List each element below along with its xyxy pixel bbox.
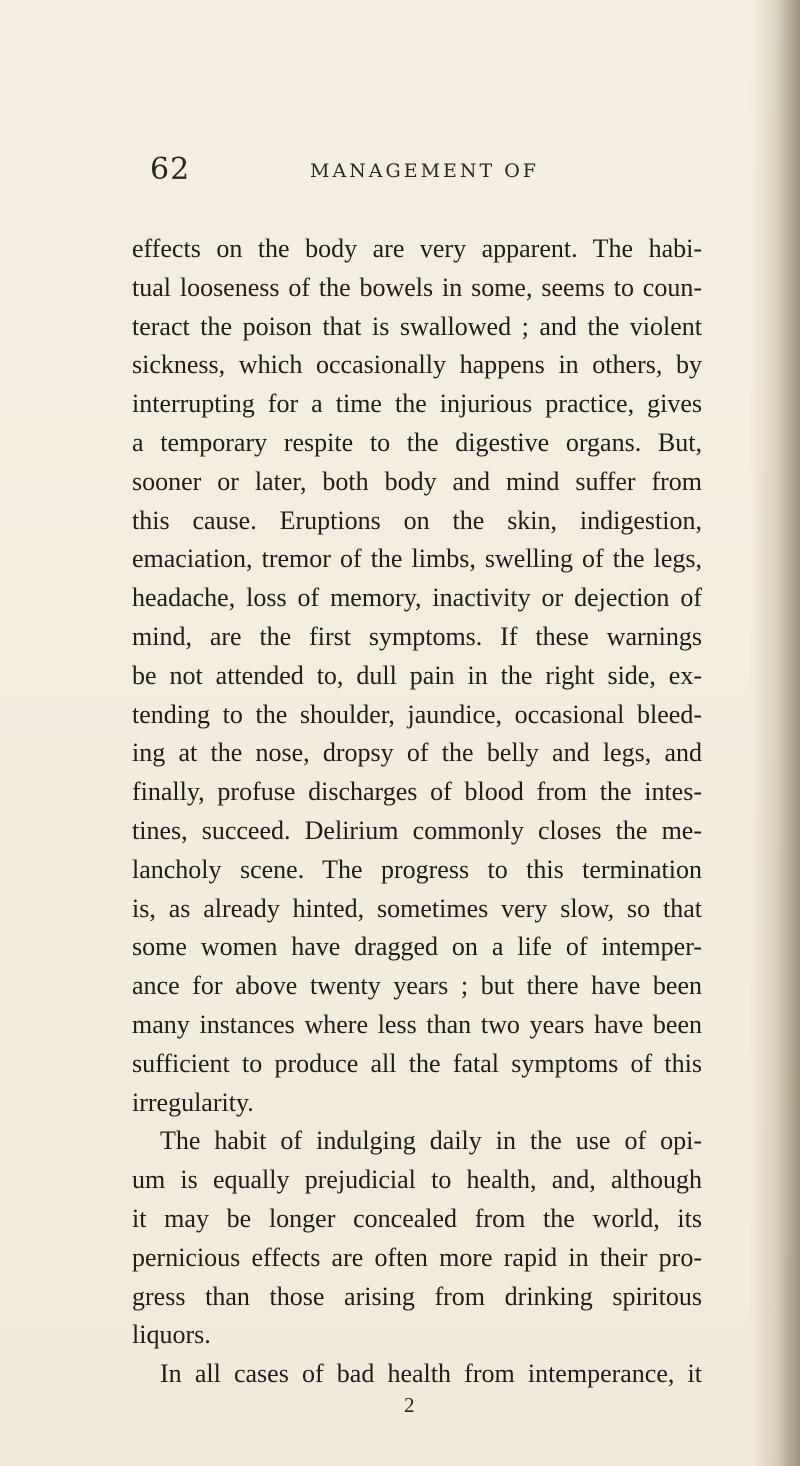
text-line: sooner or later, both body and mind suffer from: [132, 466, 702, 496]
text-line: In all cases of bad health from intemperance, it: [160, 1359, 702, 1389]
running-head: MANAGEMENT OF: [310, 160, 539, 182]
text-line: is, as already hinted, sometimes very slow, so that: [132, 893, 702, 923]
text-line: sickness, which occasionally happens in others, by: [132, 350, 702, 380]
text-line: tending to the shoulder, jaundice, occasional bleed-: [132, 699, 702, 729]
text-line: headache, loss of memory, inactivity or dejection of: [132, 583, 702, 613]
text-line: lancholy scene. The progress to this termination: [132, 854, 702, 884]
text-line: ance for above twenty years ; but there have been: [132, 971, 702, 1001]
text-line: mind, are the first symptoms. If these warnings: [132, 621, 702, 651]
text-line: tual looseness of the bowels in some, seems to coun-: [132, 272, 702, 302]
text-line: ing at the nose, dropsy of the belly and legs, and: [132, 738, 702, 768]
text-line: effects on the body are very apparent. The habi-: [132, 234, 702, 263]
text-line: irregularity.: [132, 1087, 254, 1117]
text-line: interrupting for a time the injurious practice, gives: [132, 389, 702, 419]
page-number: 62: [150, 152, 191, 187]
text-line: liquors.: [132, 1320, 211, 1350]
text-line: sufficient to produce all the fatal symptoms of this: [132, 1048, 702, 1078]
body-text: [132, 230, 702, 1394]
text-line: pernicious effects are often more rapid in their pro-: [132, 1242, 702, 1272]
text-line: gress than those arising from drinking spiritous: [132, 1281, 702, 1311]
text-line: this cause. Eruptions on the skin, indigestion,: [132, 505, 702, 535]
signature-mark: 2: [404, 1393, 415, 1417]
text-line: teract the poison that is swallowed ; and the violent: [132, 311, 702, 341]
text-line: many instances where less than two years have been: [132, 1009, 702, 1039]
page-header: [150, 152, 680, 192]
text-line: finally, profuse discharges of blood from the intes-: [132, 777, 702, 807]
text-line: The habit of indulging daily in the use of opi-: [160, 1126, 702, 1156]
text-line: some women have dragged on a life of intemper-: [132, 932, 702, 962]
text-line: emaciation, tremor of the limbs, swelling of the legs,: [132, 544, 702, 574]
text-line: it may be longer concealed from the world, its: [132, 1203, 702, 1233]
text-line: a temporary respite to the digestive organs. But,: [132, 427, 702, 457]
text-line: um is equally prejudicial to health, and, although: [132, 1165, 702, 1195]
text-line: tines, succeed. Delirium commonly closes the me-: [132, 815, 702, 845]
text-line: be not attended to, dull pain in the right side, ex-: [132, 660, 702, 690]
